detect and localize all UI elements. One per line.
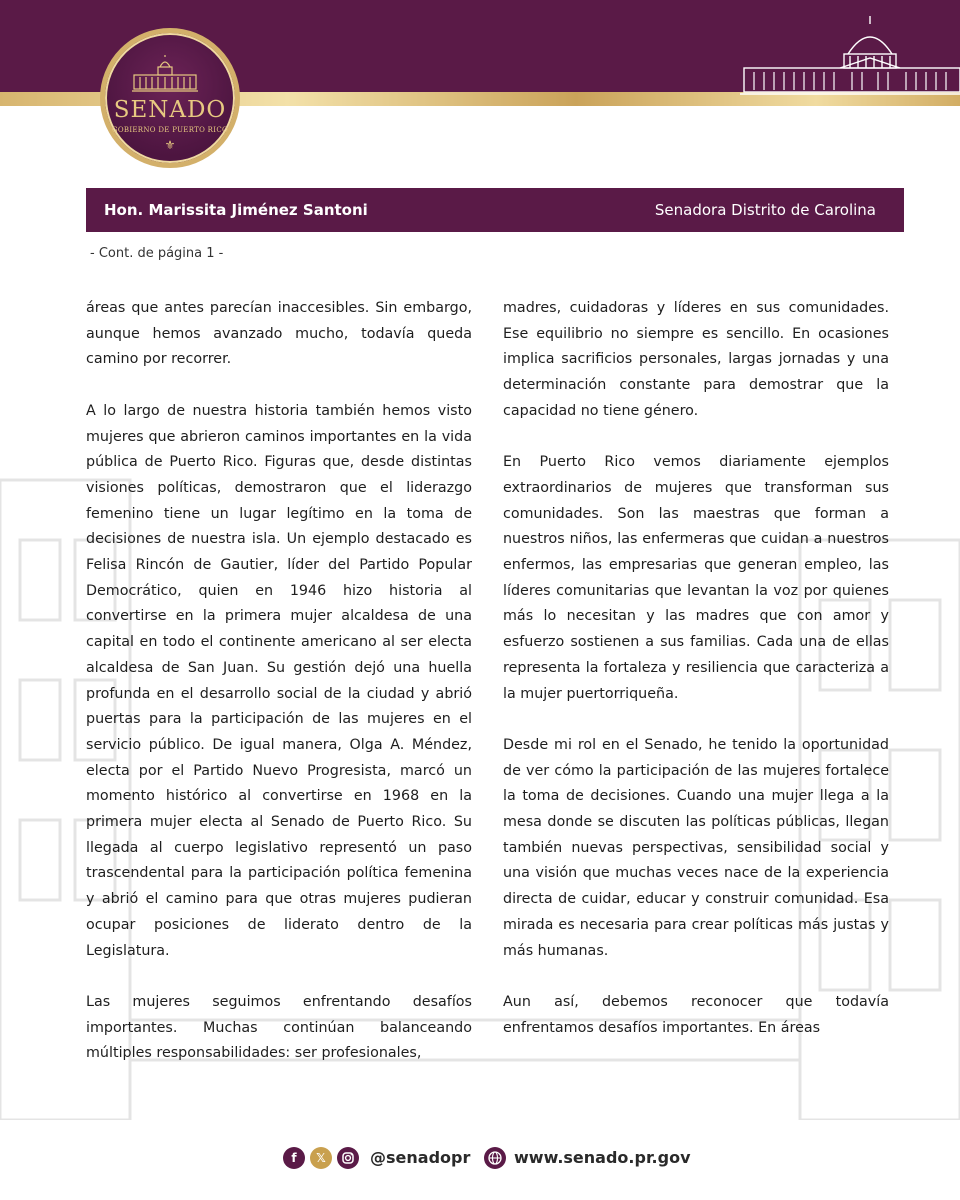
senado-seal-logo <box>100 28 240 168</box>
paragraph: A lo largo de nuestra historia también hemos visto mujeres que abrieron caminos importantes en la vida pública de Puerto Rico. Figuras que, desde distintas visiones políticas, demostraron que el liderazgo femenino tiene un lugar legítimo en la toma de decisiones de nuestra isla. Un ejemplo destacado es Felisa Rincón de Gautier, líder del Partido Popular Democrático, quien en 1946 hizo historia al convertirse en la primera mujer alcaldesa de una capital en todo el continente americano al ser electa alcaldesa de San Juan. Su gestión dejó una huella profunda en el desarrollo social de la ciudad y abrió puertas para la participación de las mujeres en el servicio público. De igual manera, Olga A. Méndez, electa por el Partido Nuevo Progresista, marcó un momento histórico al convertirse en 1968 en la primera mujer electa al Senado de Puerto Rico. Su llegada al cuerpo legislativo representó un paso trascendental para la participación política femenina y abrió el camino para que otras mujeres pudieran ocupar posiciones de liderato dentro de la Legislatura. <box>86 402 472 959</box>
senator-role: Senadora Distrito de Carolina <box>654 201 876 219</box>
left-column <box>86 296 472 1093</box>
paragraph: Desde mi rol en el Senado, he tenido la oportunidad de ver cómo la participación de las mujeres fortalece la toma de decisiones. Cuando una mujer llega a la mesa donde se discuten las políticas públicas, llegan también nuevas perspectivas, sensibilidad social y una visión que muchas veces nace de la experiencia directa de cuidar, educar y construir comunidad. Esa mirada es necesaria para crear políticas más justas y más humanas. <box>503 736 889 959</box>
seal-building-icon <box>130 55 200 95</box>
social-handle[interactable]: @senadopr <box>370 1148 471 1167</box>
paragraph: madres, cuidadoras y líderes en sus comunidades. Ese equilibrio no siempre es sencillo. En ocasiones implica sacrificios personales, largas jornadas y una determinación constante para demostrar que la capacidad no tiene género. <box>503 300 889 419</box>
right-column <box>503 296 889 1067</box>
paragraph: Aun así, debemos reconocer que todavía enfrentamos desafíos importantes. En áreas <box>503 993 889 1036</box>
paragraph: En Puerto Rico vemos diariamente ejemplos extraordinarios de mujeres que transforman sus comunidades. Son las maestras que forman a nuestros niños, las enfermeras que cuidan a nuestros enfermos, las empresarias que generan empleo, las líderes comunitarias que levantan la voz por quienes más lo necesitan y las madres que con amor y esfuerzo sostienen a sus familias. Cada una de ellas representa la fortaleza y resiliencia que caracteriza a la mujer puertorriqueña. <box>503 454 889 702</box>
footer <box>0 1140 960 1176</box>
capitol-building-icon <box>740 14 960 98</box>
paragraph: áreas que antes parecían inaccesibles. Sin embargo, aunque hemos avanzado mucho, todavía queda camino por recorrer. <box>86 300 472 368</box>
name-bar <box>86 188 904 232</box>
facebook-icon[interactable]: f <box>283 1147 305 1169</box>
globe-icon[interactable] <box>484 1147 506 1169</box>
instagram-icon[interactable] <box>337 1147 359 1169</box>
paragraph: Las mujeres seguimos enfrentando desafíos importantes. Muchas continúan balanceando múltiples responsabilidades: ser profesionales, <box>86 993 472 1062</box>
senator-name: Hon. Marissita Jiménez Santoni <box>104 201 368 219</box>
fleur-icon: ⚜ <box>164 138 176 152</box>
seal-title: SENADO <box>113 97 227 123</box>
seal-subtitle: GOBIERNO DE PUERTO RICO <box>111 126 229 134</box>
website-link[interactable]: www.senado.pr.gov <box>514 1148 691 1167</box>
x-icon[interactable]: 𝕏 <box>310 1147 332 1169</box>
continuation-note: - Cont. de página 1 - <box>90 246 224 261</box>
